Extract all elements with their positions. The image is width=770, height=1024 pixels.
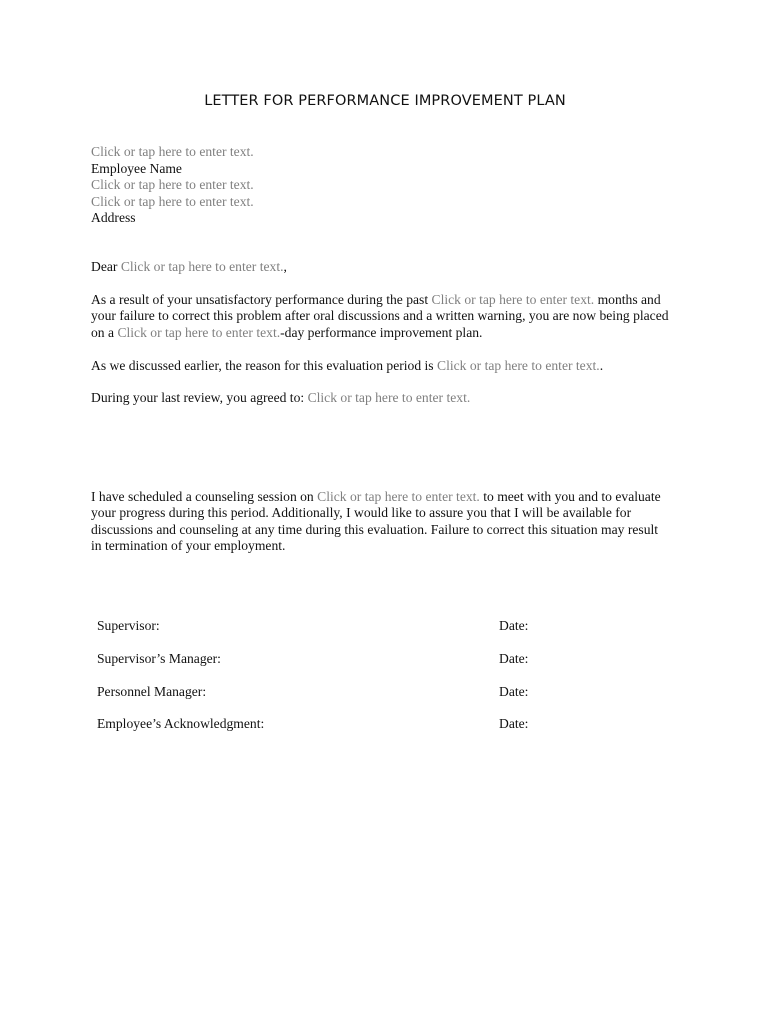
para1-text3: on a <box>91 324 118 340</box>
date-placeholder-field[interactable]: Click or tap here to enter text. <box>91 144 254 159</box>
para4-text1: I have scheduled a counseling session on <box>91 488 318 504</box>
letter-body <box>91 144 691 555</box>
agreement-placeholder-field[interactable]: Click or tap here to enter text. <box>307 390 471 405</box>
address-line2-placeholder-field[interactable]: Click or tap here to enter text. <box>91 193 254 209</box>
para1-text2: months and <box>594 291 661 307</box>
para2-text2: . <box>599 357 604 373</box>
signature-label: Supervisor’s Manager: <box>97 650 221 666</box>
signature-label: Personnel Manager: <box>97 683 207 699</box>
para2-text1: As we discussed earlier, the reason for this evaluation period is <box>91 357 437 373</box>
signature-row-employee-acknowledgment <box>97 716 557 749</box>
address-block <box>91 144 691 227</box>
address-line1-placeholder-field[interactable]: Click or tap here to enter text. <box>91 177 254 192</box>
signature-label: Supervisor: <box>97 618 160 633</box>
document-title: LETTER FOR PERFORMANCE IMPROVEMENT PLAN <box>204 93 566 109</box>
para4-line4: in termination of your employment. <box>91 538 286 553</box>
reason-placeholder-field[interactable]: Click or tap here to enter text. <box>437 357 600 373</box>
para4-text2: to meet with you and to evaluate <box>479 488 661 504</box>
paragraph-counseling <box>91 489 691 555</box>
salutation-prefix: Dear <box>91 258 121 274</box>
paragraph-performance <box>91 292 691 342</box>
date-label: Date: <box>499 683 529 699</box>
date-label: Date: <box>499 650 529 666</box>
signature-row-supervisor-manager <box>97 651 557 684</box>
date-label: Date: <box>499 618 529 633</box>
employee-name-label: Employee Name <box>91 160 182 176</box>
salutation <box>91 259 691 276</box>
date-label: Date: <box>499 716 529 732</box>
para4-line3: discussions and counseling at any time during this evaluation. Failure to correct this situation may result <box>91 521 659 537</box>
para1-text4: -day performance improvement plan. <box>280 324 483 340</box>
signature-row-supervisor <box>97 618 557 651</box>
signature-table <box>97 618 557 749</box>
salutation-suffix: , <box>283 258 287 274</box>
session-date-placeholder-field[interactable]: Click or tap here to enter text. <box>317 488 480 504</box>
address-label: Address <box>91 210 136 225</box>
para1-line2: your failure to correct this problem after oral discussions and a written warning, you are now being placed <box>91 308 669 323</box>
paragraph-agreement <box>91 390 691 407</box>
signature-row-personnel-manager <box>97 684 557 717</box>
para4-line2: your progress during this period. Additionally, I would like to assure you that I will be available for <box>91 505 632 520</box>
para1-text1: As a result of your unsatisfactory performance during the past <box>91 291 432 307</box>
months-placeholder-field[interactable]: Click or tap here to enter text. <box>431 291 595 307</box>
signature-label: Employee’s Acknowledgment: <box>97 716 265 732</box>
recipient-placeholder-field[interactable]: Click or tap here to enter text. <box>120 258 284 274</box>
para3-text1: During your last review, you agreed to: <box>91 390 308 405</box>
days-placeholder-field[interactable]: Click or tap here to enter text. <box>117 324 281 340</box>
paragraph-reason <box>91 358 691 375</box>
